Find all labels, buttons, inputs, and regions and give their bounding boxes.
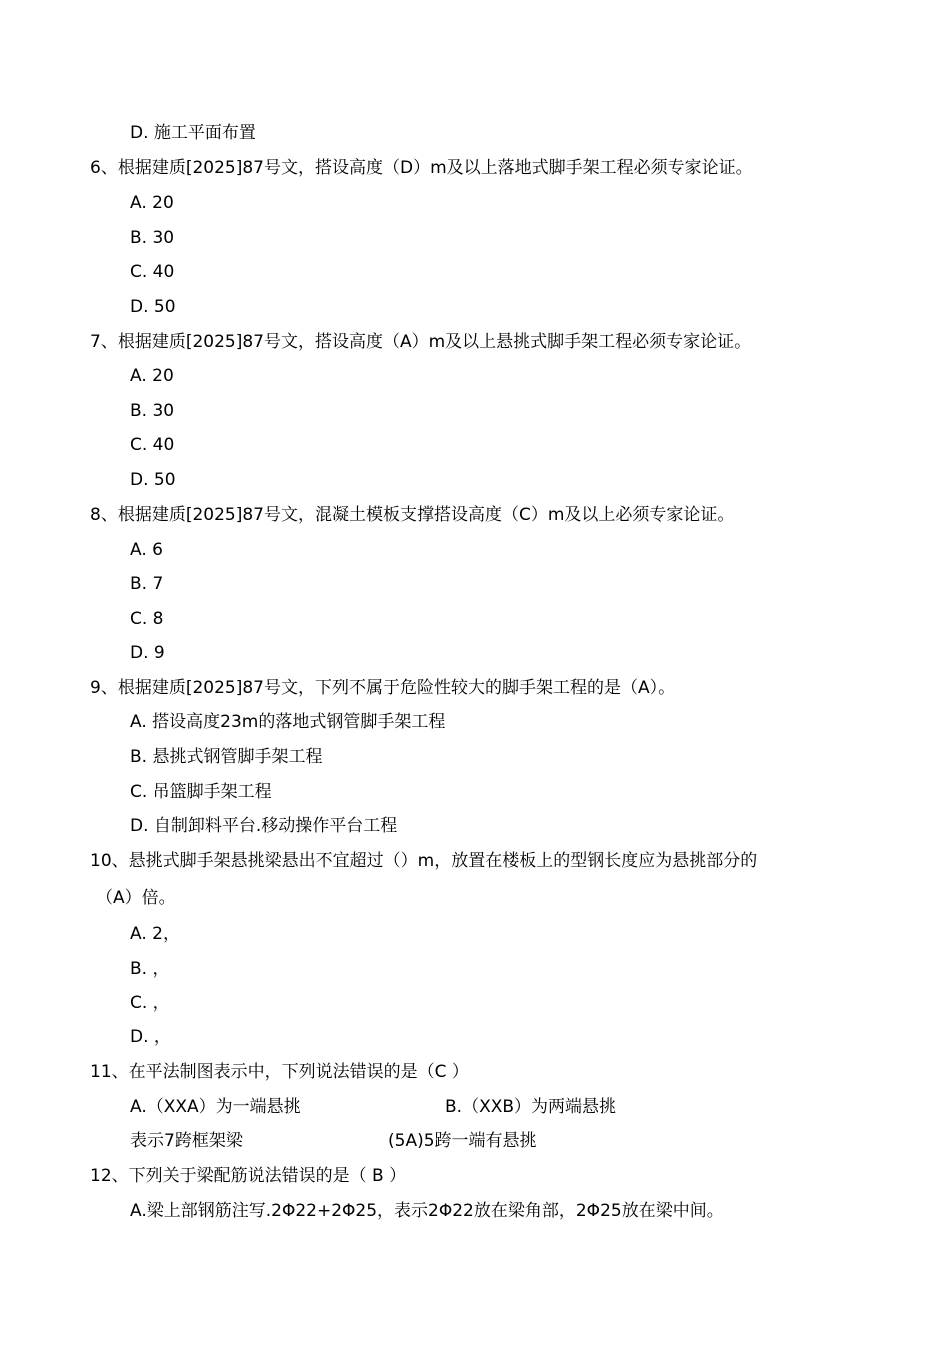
option-line: D. 施工平面布置: [130, 123, 256, 143]
option-line: A. 6: [130, 540, 163, 560]
option-line: D. 50: [130, 297, 176, 317]
option-line: C. 8: [130, 609, 164, 629]
option-line: B. 悬挑式钢管脚手架工程: [130, 747, 323, 767]
question-12: 12、下列关于梁配筋说法错误的是（ B ）: [90, 1166, 407, 1186]
option-line: C. 吊篮脚手架工程: [130, 782, 272, 802]
question-10-continuation: （A）倍。: [96, 888, 176, 908]
q11-option-b: B.（XXB）为两端悬挑: [445, 1097, 617, 1117]
option-line: D. 自制卸料平台.移动操作平台工程: [130, 816, 398, 836]
option-line: D. 9: [130, 643, 165, 663]
q11-option-c: 表示7跨框架梁: [130, 1131, 243, 1151]
question-8: 8、根据建质[2025]87号文，混凝土模板支撑搭设高度（C）m及以上必须专家论证。: [90, 505, 735, 525]
option-line: A. 2，: [130, 924, 180, 944]
option-line: A. 20: [130, 366, 174, 386]
question-10: 10、悬挑式脚手架悬挑梁悬出不宜超过（）m，放置在楼板上的型钢长度应为悬挑部分的: [90, 851, 758, 871]
option-line: D. ，: [130, 1027, 171, 1047]
option-line: B. 30: [130, 401, 175, 421]
option-line: C. 40: [130, 262, 175, 282]
option-line: A. 搭设高度23m的落地式钢管脚手架工程: [130, 712, 446, 732]
q12-option-a: A.梁上部钢筋注写.2Φ22+2Φ25，表示2Φ22放在梁角部，2Φ25放在梁中间。: [130, 1201, 724, 1221]
option-line: C. 40: [130, 435, 175, 455]
option-line: A. 20: [130, 193, 174, 213]
option-line: B. ，: [130, 959, 170, 979]
question-7: 7、根据建质[2025]87号文，搭设高度（A）m及以上悬挑式脚手架工程必须专家论证。: [90, 332, 752, 352]
question-6: 6、根据建质[2025]87号文，搭设高度（D）m及以上落地式脚手架工程必须专家论证。: [90, 158, 753, 178]
option-line: D. 50: [130, 470, 176, 490]
q11-option-a: A.（XXA）为一端悬挑: [130, 1097, 301, 1117]
option-line: B. 30: [130, 228, 175, 248]
question-9: 9、根据建质[2025]87号文，下列不属于危险性较大的脚手架工程的是（A）。: [90, 678, 676, 698]
q11-option-d: (5A)5跨一端有悬挑: [388, 1131, 537, 1151]
question-11: 11、在平法制图表示中，下列说法错误的是（C ）: [90, 1062, 469, 1082]
option-line: B. 7: [130, 574, 164, 594]
option-line: C. ，: [130, 993, 170, 1013]
